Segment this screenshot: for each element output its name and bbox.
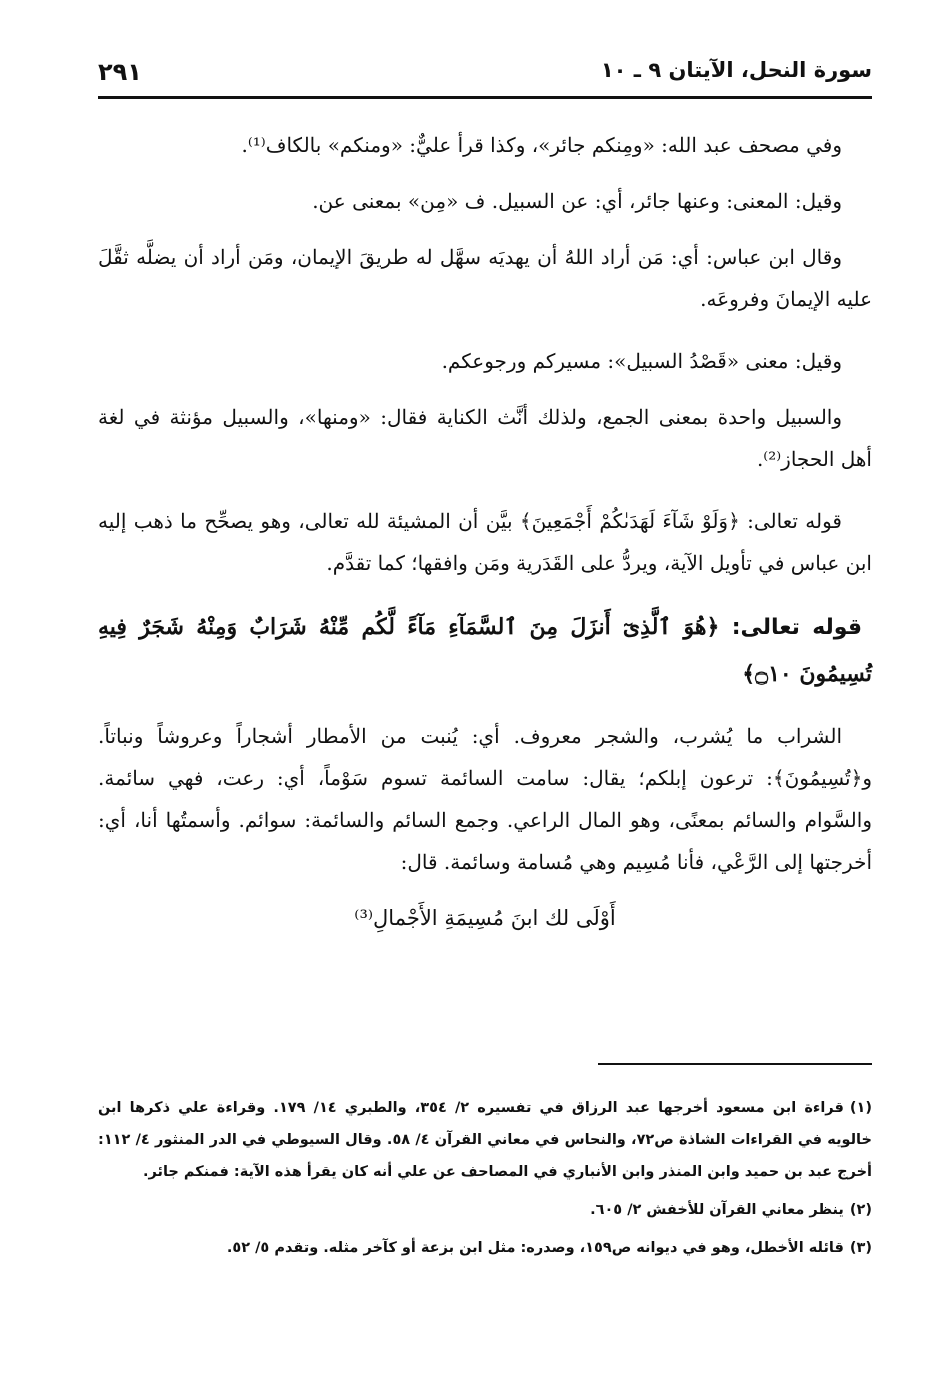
poetry-line: أَوْلَى لك ابنَ مُسِيمَةِ الأَجْمالِ⁽³⁾ xyxy=(354,906,616,930)
quran-verse xyxy=(98,604,872,697)
verse-text: ﴿هُوَ ٱلَّذِىٓ أَنزَلَ مِنَ ٱلسَّمَآءِ مَآءً لَّكُم مِّنْهُ شَرَابٌ وَمِنْهُ شَجَرٌ فِيهِ تُسِيمُونَ ۝١٠﴾ xyxy=(98,614,872,687)
paragraph-mushaf-abdullah: وفي مصحف عبد الله: «ومِنكم جائر»، وكذا قرأ عليٌّ: «ومنكم» بالكاف⁽¹⁾. xyxy=(241,133,842,157)
page-number: ٢٩١ xyxy=(98,58,142,86)
verse-label: قوله تعالى: xyxy=(731,615,862,640)
footnote-2 xyxy=(98,1194,872,1226)
footnote-3 xyxy=(98,1232,872,1264)
footnote-text: قائله الأخطل، وهو في ديوانه ص١٥٩، وصدره: مثل ابن بزعة أو كآخر مثله. وتقدم ٥/ ٥٢. xyxy=(226,1240,844,1256)
running-header xyxy=(98,52,872,99)
surah-title: سورة النحل، الآيتان ٩ ـ ١٠ xyxy=(600,58,872,82)
paragraph-meaning: وقيل: المعنى: وعنها جائر، أي: عن السبيل. ف «مِن» بمعنى عن. xyxy=(312,189,842,213)
main-text xyxy=(98,124,872,939)
paragraph-sabil-feminine: والسبيل واحدة بمعنى الجمع، ولذلك أنَّث الكناية فقال: «ومنها»، والسبيل مؤنثة في لغة أهل الحجاز⁽²⁾. xyxy=(98,405,872,471)
footnote-divider xyxy=(598,1063,872,1065)
footnote-number: (١) xyxy=(849,1100,872,1116)
paragraph-ibn-abbas: وقال ابن عباس: أي: مَن أراد اللهُ أن يهديَه سهَّل له طريقَ الإيمان، ومَن أراد أن يضلَّه ثقَّلَ عليه الإيمانَ وفروعَه. xyxy=(98,245,872,311)
footnotes xyxy=(98,1092,872,1270)
footnote-number: (٣) xyxy=(849,1240,872,1256)
paragraph-sharab: الشراب ما يُشرب، والشجر معروف. أي: يُنبت من الأمطار أشجاراً وعروشاً ونباتاً. و﴿تُسِيمُونَ﴾: ترعون إبلكم؛ يقال: سامت السائمة تسوم سَوْماً، أي: رعت، فهي سائمة. والسَّوام والسائم بمعنًى، وهو المال الراعي. وجمع السائم والسائمة: سوائم. وأسمتُها أنا، أي: أخرجتها إلى الرَّعْي، فأنا مُسِيم وهي مُسامة وسائمة. قال: xyxy=(98,724,873,874)
paragraph-qasd-sabil: وقيل: معنى «قَصْدُ السبيل»: مسيركم ورجوعكم. xyxy=(441,349,842,373)
footnote-number: (٢) xyxy=(849,1202,872,1218)
footnote-1 xyxy=(98,1092,872,1188)
paragraph-mashia: قوله تعالى: ﴿وَلَوْ شَآءَ لَهَدَىٰكُمْ أَجْمَعِينَ﴾ بيَّن أن المشيئة لله تعالى، وهو يصحِّح ما ذهب إليه ابن عباس في تأويل الآية، ويردُّ على القَدَرية ومَن وافقها؛ كما تقدَّم. xyxy=(98,509,872,575)
footnote-text: قراءة ابن مسعود أخرجها عبد الرزاق في تفسيره ٢/ ٣٥٤، والطبري ١٤/ ١٧٩. وقراءة علي ذكرها ابن خالويه في القراءات الشاذة ص٧٢، والنحاس في معاني القرآن ٤/ ٥٨. وقال السيوطي في الدر المنثور ٤/ ١١٢: أخرج عبد بن حميد وابن المنذر وابن الأنباري في المصاحف عن علي أنه كان يقرأ هذه الآية: فمنكم جائر. xyxy=(98,1100,872,1180)
footnote-text: ينظر معاني القرآن للأخفش ٢/ ٦٠٥. xyxy=(590,1202,844,1218)
